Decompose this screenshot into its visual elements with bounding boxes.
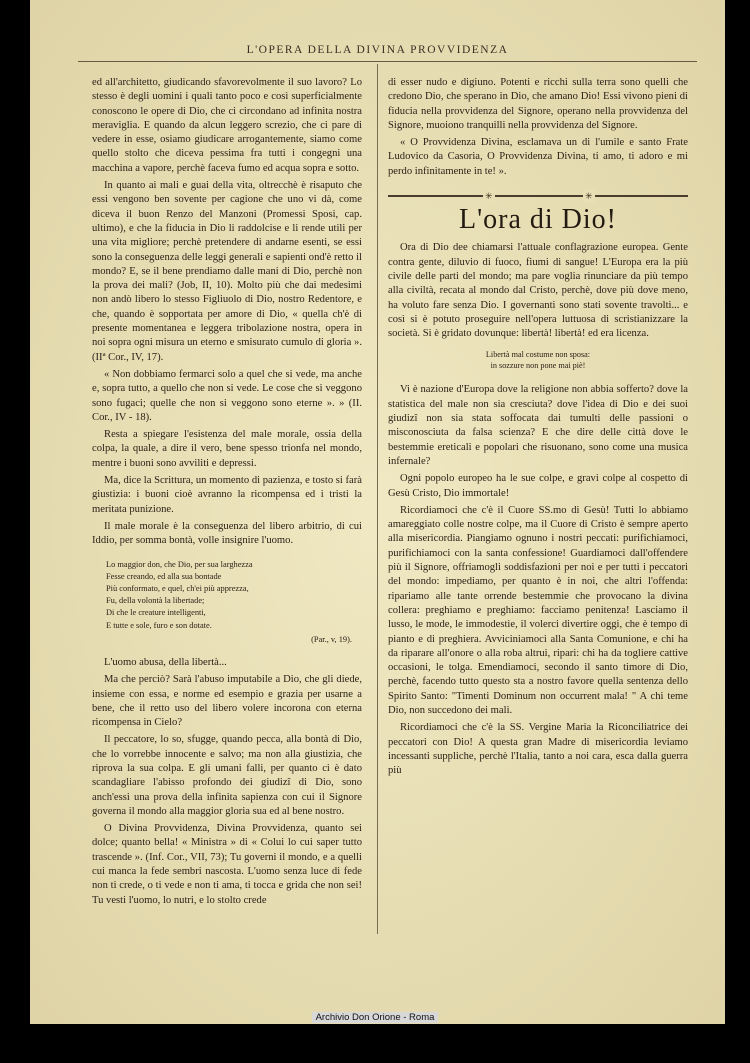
column-divider (377, 64, 378, 934)
poem-line: Più conformato, e quel, ch'ei più apprezza, (106, 583, 249, 593)
poem-line: Fu, della volontà la libertade; (106, 596, 205, 606)
paragraph: L'uomo abusa, della libertà... (104, 656, 227, 668)
paragraph: Ricordiamoci che c'è il Cuore SS.mo di Gesù! Tutti lo abbiamo amareggiato colle nostre colpe, ma il Cuore di Cristo è sempre aperto alla misericordia. Piangiamo ognuno i nostri peccati: purifichiamoci, purifichiamoci con la santa confessione! Guardiamoci dall'offendere più il Signore, offriamogli soddisfazioni per noi e per tutti i peccatori del mondo: impediamo, per quanto è in noi, che altri l'offenda: ripariamo alle tante orrende bestemmie che provocano la divina collera: preghiamo e preghiamo: facciamo penitenza! Lasciamo il lusso, le mode, le immodestie, il volerci divertire oggi, che è tempo di pianto e di preghiera. Avviciniamoci alla Santa Comunione, e chi ha da riparare all'onore o alla roba altrui, ripari: chi ha da togliere cattive occasioni, le tolga. Emendiamoci, secondo il santo timore di Dio, perchè, facendo tutto questo sta a nostro favore quella sentenza dello Spirito Santo: "Timenti Dominum non occurrent mala! " A chi teme Dio, non succedono dei mali. (388, 504, 688, 716)
paragraph: Vi è nazione d'Europa dove la religione non abbia sofferto? dove la statistica del male non sia cresciuta? dove l'idea di Dio e dei suoi giudizî non sia stata soffocata dai tumulti delle passioni o misconosciuta da falsa scienza? E che dire delle città dove le bestemmie ereticali e popolari che risuonano, sono come una musica infernale? (388, 384, 688, 467)
poem-line: Fesse creando, ed alla sua bontade (106, 571, 222, 581)
archive-footer (0, 1012, 750, 1023)
poem-source: (Par., v, 19). (311, 634, 352, 644)
paragraph: Ogni popolo europeo ha le sue colpe, e gravi colpe al cospetto di Gesù Cristo, Dio immortale! (388, 473, 688, 499)
paragraph: O Divina Provvidenza, Divina Provvidenza, quanto sei dolce; quanto bella! « Ministra » di « Colui lo cui saper tutto trascende ». (Inf. Cor., VII, 73); Tu governi il mondo, e a quelli cui manca la fede sembri nascosta. L'uomo senza luce di fede non ti crede, o ti vede e non ti ama, ti tocca e grida che non sei! Tu vesti l'uomo, lo nutri, e lo stolto crede (92, 823, 362, 906)
divider-bar (388, 195, 688, 197)
paragraph: Ora di Dio dee chiamarsi l'attuale conflagrazione europea. Gente contra gente, diluvio di fuoco, fiumi di sangue! L'Europa era la più civile delle parti del mondo; ma pare voglia rinunciare da più tempo alla civiltà, recata al mondo dal Cristo, perchè, dove più dove meno, ha voluto fare senza Dio. I governanti sono stati sovente travolti... e così si è potuto proseguire nell'opera luttuosa di scristianizzare la società. Si è gridato dovunque: libertà! libertà! ed era licenza. (388, 242, 688, 340)
paragraph: ed all'architetto, giudicando sfavorevolmente il suo lavoro? Lo stesso è degli uomini i quali tanto poco e così superficialmente conoscono le opere di Dio, che ci circondano ad infinita nostra meraviglia. E quando da alcun leggero screzio, che ci pare di vedere in esse, osiamo giudicare arrogantemente, siamo come quello stolto che diceva pessima fra tutti i congegni una macchina a vapore, perchè faceva fumo ed acqua sopra e sotto. (92, 77, 362, 174)
poem-line: Di che le creature intelligenti, (106, 608, 206, 618)
poem-line: Lo maggior don, che Dio, per sua larghezza (106, 559, 253, 569)
paragraph: In quanto ai mali e guai della vita, oltrecchè è risaputo che essi vengono ben sovente per cagione che uno vi dà, come diceva il buon Renzo del Manzoni (Promessi Sposi, cap. ultimo), e che la fiducia in Dio li raddolcise e li rende utili per una vita migliore; perchè pretendere di andarne esenti, se essi sono la conseguenza delle leggi generali e sapienti ond'è retto il mondo? E, se il bene prendiamo dalle mani di Dio, perchè non la prova dei mali? (Job, II, 10). Molto più che dai medesimi non andò libero lo stesso Figliuolo di Dio, nostro Redentore, e che, quando è sopportata per amore di Dio, « quella ch'è di presente momentanea e leggera tribolazione nostra, opera in noi sopra ogni misura un eterno e smisurato cumulo di gloria ». (IIª Cor., IV, 17). (92, 180, 362, 363)
article-title: L'ora di Dio! (458, 204, 617, 236)
left-column (92, 76, 362, 911)
paragraph: Ricordiamoci che c'è la SS. Vergine Maria la Riconciliatrice dei peccatori con Dio! A questa gran Madre di misericordia leviamo incessanti suppliche, perchè l'Italia, tanto a noi cara, esca dalla guerra più (388, 722, 688, 777)
verse-line: in sozzure non pone mai piè! (490, 361, 586, 371)
header-rule (78, 61, 697, 62)
section-divider (388, 189, 688, 203)
right-column (388, 76, 688, 781)
verse-line: Libertà mal costume non sposa: (485, 350, 591, 360)
poem-line: E tutte e sole, furo e son dotate. (106, 620, 212, 630)
divider-ornament-icon: ✳ (483, 189, 495, 203)
scanned-page (30, 0, 725, 1024)
paragraph: Ma che perciò? Sarà l'abuso imputabile a Dio, che gli diede, insieme con essa, e norme ed esempio e grazia per usarne a bene, che il retto uso del libero volere incorona con eterna ricompensa in Cielo? (92, 674, 362, 729)
paragraph: Ma, dice la Scrittura, un momento di pazienza, e tosto si farà giustizia: i buoni cioè avranno la ricompensa ed i tristi la meritata punizione. (92, 475, 362, 515)
archive-label: Archivio Don Orione - Roma (312, 1012, 439, 1023)
paragraph: Resta a spiegare l'esistenza del male morale, ossia della colpa, la quale, a dire il vero, bene spesso trionfa nel mondo, mentre i buoni sono avviliti e depressi. (92, 429, 362, 469)
paragraph: Il male morale è la conseguenza del libero arbitrio, di cui Iddio, per somma bontà, volle insignire l'uomo. (92, 520, 362, 547)
paragraph: Il peccatore, lo so, sfugge, quando pecca, alla bontà di Dio, che lo vorrebbe innocente e salvo; ma non alla giustizia, che riprova la sua colpa. E gli umani falli, per quanto ci è dato scandagliare l'abisso profondo dei giudizî di Dio, sono anch'essi una prova della infinita sapienza con cui il Signore governa il mondo alla maggior gloria sua ed al bene nostro. (92, 734, 362, 817)
paragraph: « Non dobbiamo fermarci solo a quel che si vede, ma anche e, sopra tutto, a quello che non si vede. Le cose che si veggono sono fugaci; quelle che non si veggono sono eterne ». » (II. Cor., IV - 18). (92, 368, 362, 423)
paragraph: di esser nudo e digiuno. Potenti e ricchi sulla terra sono quelli che credono Dio, che sperano in Dio, che amano Dio! Essi vivono pieni di fiducia nella provvidenza del Signore, operano nella provvidenza del Signore, muoiono tranquilli nella provvidenza del Signore. (388, 77, 688, 131)
poem-quotation (106, 559, 362, 646)
paragraph: « O Provvidenza Divina, esclamava un di l'umile e santo Frate Ludovico da Casoria, O Provvidenza Divina, ti amo, ti adoro e mi perdo infinitamente in te! ». (388, 137, 688, 177)
verse-quotation (388, 349, 688, 371)
running-header: L'OPERA DELLA DIVINA PROVVIDENZA (246, 44, 509, 56)
divider-ornament-icon: ✳ (583, 189, 595, 203)
